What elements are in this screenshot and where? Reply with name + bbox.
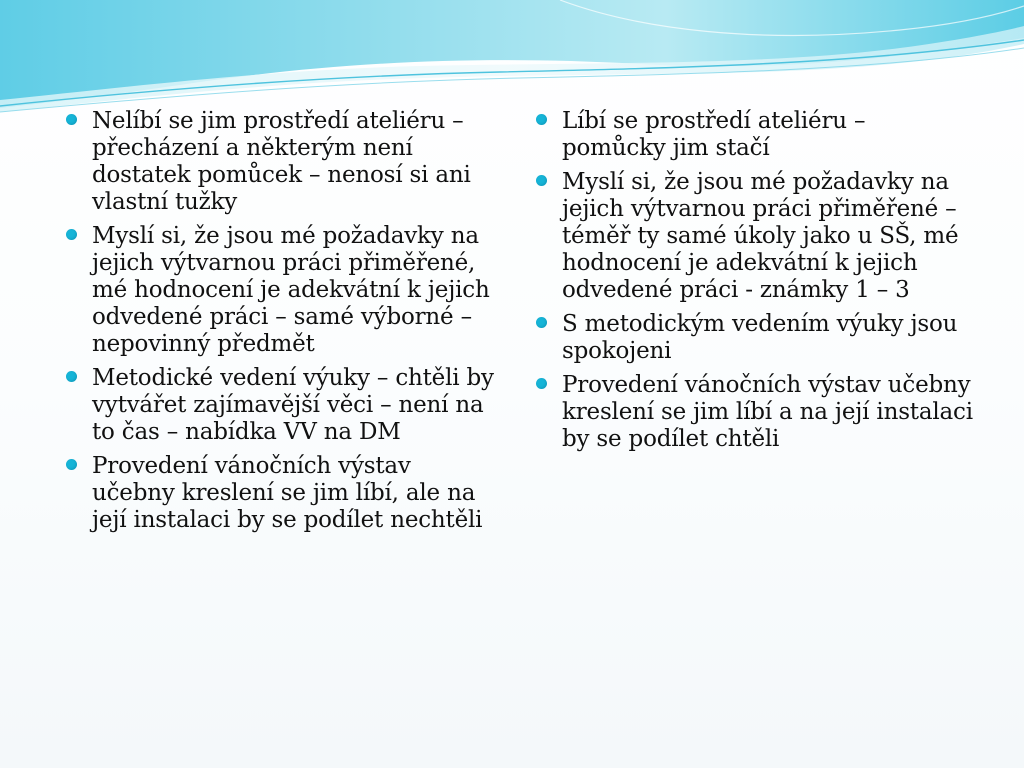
bullet-text: Provedení vánočních výstav učebny kreslení se jim líbí a na její instalaci by se podílet chtěli (562, 372, 973, 452)
left-bullet-list (64, 108, 494, 534)
list-item (534, 108, 974, 162)
bullet-text: Provedení vánočních výstav učebny kreslení se jim líbí, ale na její instalaci by se podílet nechtěli (92, 453, 483, 533)
bullet-dot-icon (66, 114, 77, 125)
list-item (64, 223, 494, 358)
right-bullet-list (534, 108, 974, 453)
list-item (64, 108, 494, 216)
bullet-text: Myslí si, že jsou mé požadavky na jejich výtvarnou práci přiměřené, mé hodnocení je adekvátní k jejich odvedené práci – samé výborné – nepovinný předmět (92, 223, 490, 357)
bullet-text: Líbí se prostředí ateliéru – pomůcky jim stačí (562, 108, 866, 161)
list-item (534, 169, 974, 304)
list-item (534, 311, 974, 365)
left-column (64, 108, 494, 541)
list-item (64, 365, 494, 446)
bullet-dot-icon (536, 317, 547, 328)
bullet-dot-icon (536, 114, 547, 125)
bullet-dot-icon (66, 229, 77, 240)
bullet-dot-icon (66, 371, 77, 382)
bullet-text: Nelíbí se jim prostředí ateliéru – přecházení a některým není dostatek pomůcek – nenosí si ani vlastní tužky (92, 108, 471, 215)
bullet-dot-icon (536, 378, 547, 389)
bullet-dot-icon (66, 459, 77, 470)
right-column (534, 108, 974, 460)
bullet-text: Metodické vedení výuky – chtěli by vytvářet zajímavější věci – není na to čas – nabídka VV na DM (92, 365, 494, 445)
bullet-text: S metodickým vedením výuky jsou spokojeni (562, 311, 958, 364)
header-wave-decoration (0, 0, 1024, 125)
bullet-dot-icon (536, 175, 547, 186)
list-item (64, 453, 494, 534)
list-item (534, 372, 974, 453)
bullet-text: Myslí si, že jsou mé požadavky na jejich výtvarnou práci přiměřené – téměř ty samé úkoly jako u SŠ, mé hodnocení je adekvátní k jejich odvedené práci - známky 1 – 3 (562, 169, 959, 303)
